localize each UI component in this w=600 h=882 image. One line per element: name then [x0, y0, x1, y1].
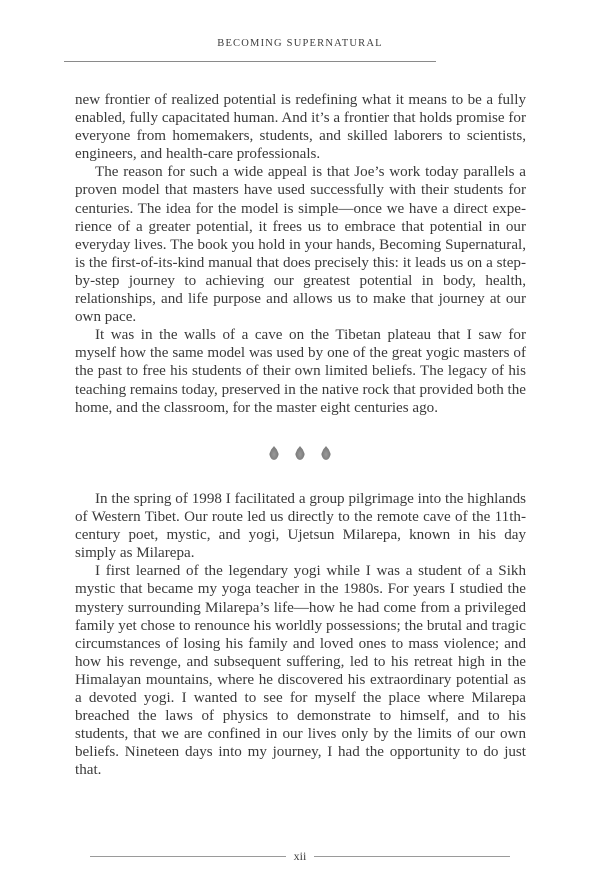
page-number: xii [293, 849, 307, 863]
paragraph: new frontier of realized potential is redefining what it means to be a fully enabled, fully capacitated human. And it’s a frontier that holds promise for everyone from homemakers, students, and skilled laborers to scientists, engineers, and health-care professionals. [75, 92, 526, 163]
leaf-ornament-icon [295, 446, 305, 460]
paragraph: The reason for such a wide appeal is that Joe’s work today parallels a proven model that masters have used successfully with their students for centuries. The idea for the model is simple—once we have a direct experience of a greater potential, it frees us to embrace that potential in our everyday lives. The book you hold in your hands, Becoming Supernatural, is the first-of-its-kind manual that does precisely this: it leads us on a step-by-step journey to achieving our greatest potential in body, health, relationships, and life purpose and allows us to make that journey at our own pace. [75, 164, 526, 326]
header-rule [64, 61, 436, 62]
footer-rule-left [90, 856, 286, 857]
paragraph: It was in the walls of a cave on the Tibetan plateau that I saw for myself how the same model was used by one of the great yogic masters of the past to free his students of their own limited beliefs. The legacy of his teaching remains today, preserved in the native rock that provided both the home, and the classroom, for the master eight centuries ago. [75, 327, 526, 416]
footer-rule-right [314, 856, 510, 857]
leaf-ornament-icon [321, 446, 331, 460]
page-footer [90, 849, 510, 864]
leaf-ornament-icon [269, 446, 279, 460]
running-head: BECOMING SUPERNATURAL [217, 38, 383, 49]
paragraph: In the spring of 1998 I facilitated a group pilgrimage into the highlands of Western Tibet. Our route led us directly to the remote cave of the 11th-century poet, mystic, and yogi, Ujetsun Milarepa, known in his day simply as Milarepa. [75, 491, 526, 562]
section-break-ornament [0, 446, 600, 460]
section-2-text [75, 490, 526, 780]
paragraph: I first learned of the legendary yogi while I was a student of a Sikh mystic that became my yoga teacher in the 1980s. For years I studied the mystery surrounding Milarepa’s life—how he had come from a privileged family yet chose to renounce his worldly possessions; the brutal and tragic circumstances of losing his family and loved ones to mass violence; and how his revenge, and subsequent suffering, led to his retreat high in the Himalayan mountains, where he discovered his extraordinary potential as a devoted yogi. I wanted to see for myself the place where Milarepa breached the laws of physics to demonstrate to himself, and to his students, that we are confined in our lives only by the limits of our own beliefs. Nineteen days into my journey, I had the opportunity to do just that. [75, 563, 526, 779]
section-1-text [75, 91, 526, 417]
